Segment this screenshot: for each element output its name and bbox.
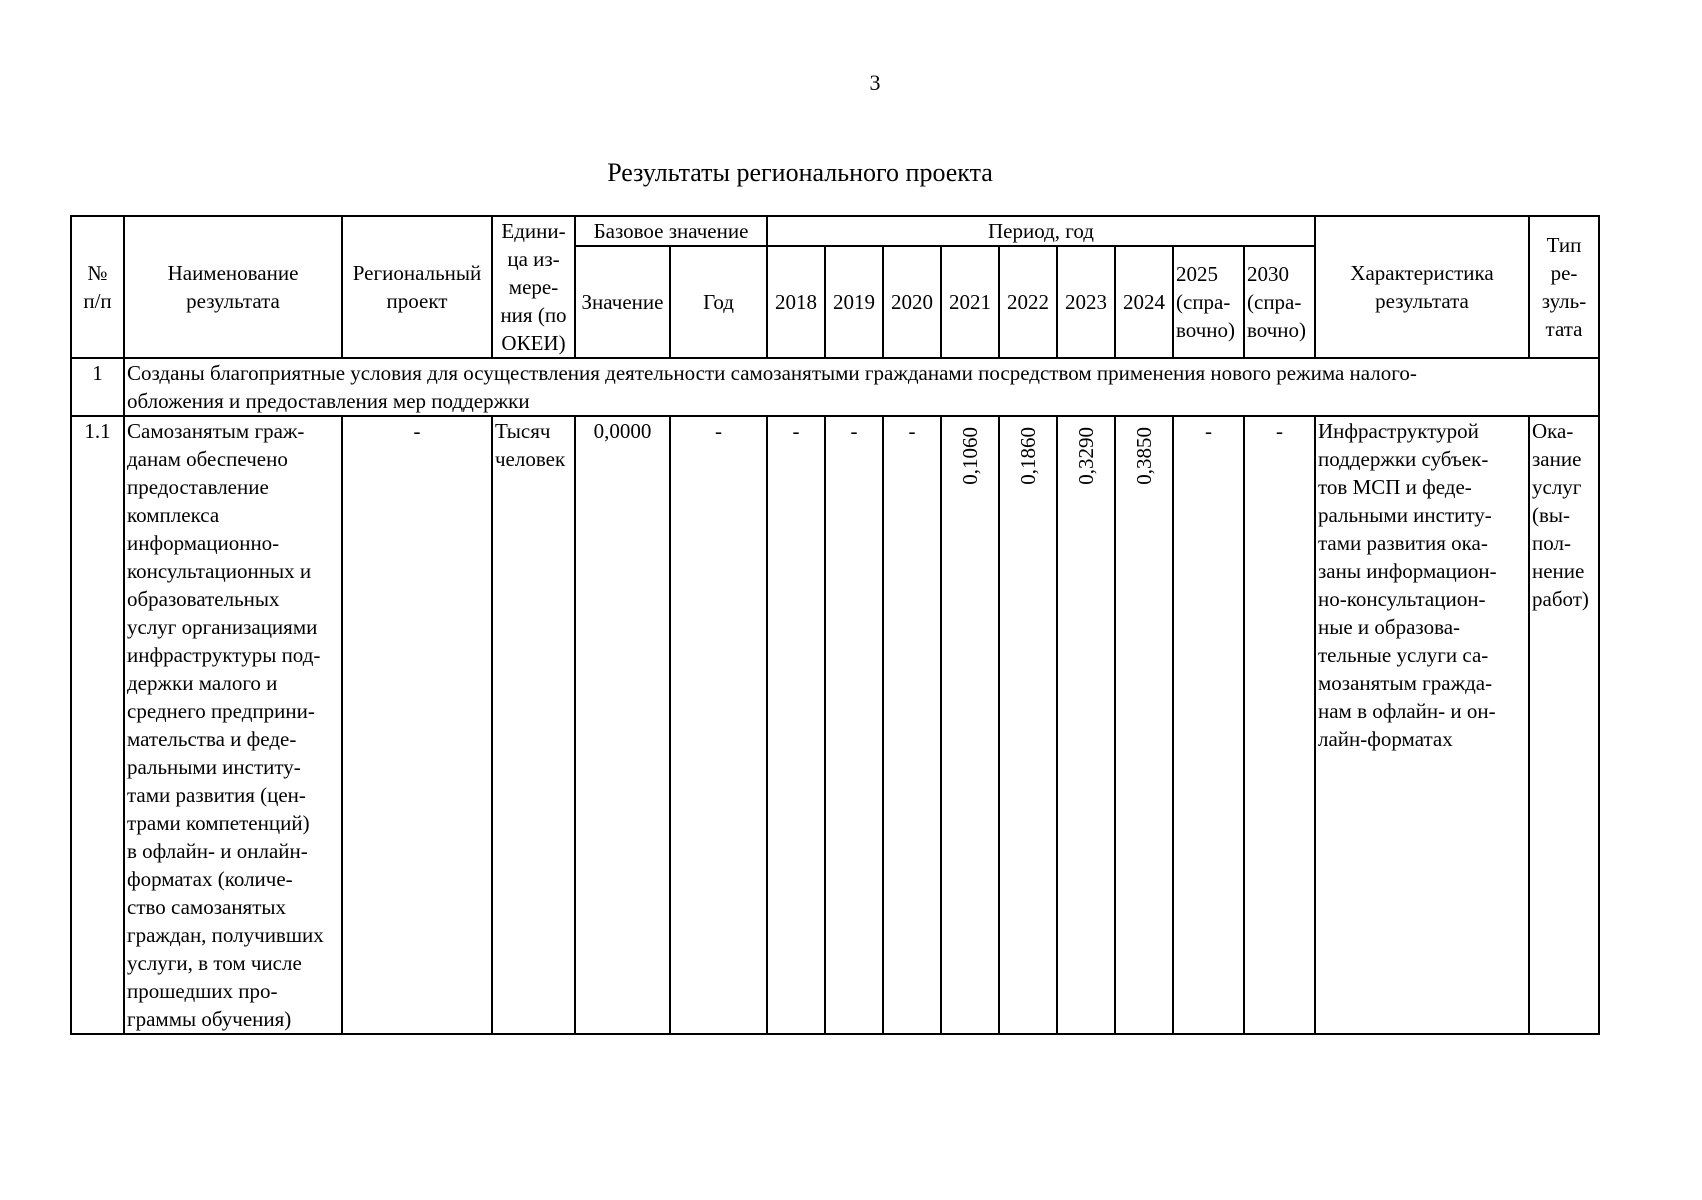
header-period: Период, год	[767, 216, 1315, 246]
header-type: Тип ре- зуль- тата	[1529, 216, 1599, 358]
header-2023: 2023	[1057, 246, 1115, 358]
header-2019: 2019	[825, 246, 883, 358]
value-2023: 0,3290	[1074, 427, 1098, 485]
row-2025: -	[1173, 416, 1244, 1034]
value-2022: 0,1860	[1016, 427, 1040, 485]
header-project: Региональный проект	[342, 216, 492, 358]
header-characteristic: Характеристика результата	[1315, 216, 1529, 358]
header-base: Базовое значение	[575, 216, 767, 246]
header-year: Год	[670, 246, 767, 358]
header-value: Значение	[575, 246, 670, 358]
header-2025: 2025 (спра- вочно)	[1173, 246, 1244, 358]
row-2018: -	[767, 416, 825, 1034]
row-2030: -	[1244, 416, 1315, 1034]
header-2022: 2022	[999, 246, 1057, 358]
results-table	[70, 215, 1600, 1035]
value-2021: 0,1060	[958, 427, 982, 485]
header-name: Наименование результата	[124, 216, 342, 358]
row-base-year: -	[670, 416, 767, 1034]
page-number: 3	[869, 70, 881, 95]
header-2024: 2024	[1115, 246, 1173, 358]
row-base-value: 0,0000	[575, 416, 670, 1034]
header-2021: 2021	[941, 246, 999, 358]
header-num: № п/п	[71, 216, 124, 358]
header-2020: 2020	[883, 246, 941, 358]
table-row	[71, 416, 1599, 1034]
row-characteristic: Инфраструктурой поддержки субъек- тов МСП и феде- ральными институ- тами развития ока- заны информацион- но-консультацион- ные и образова- тельные услуги са- мозанятым гражда- нам в офлайн- и он- лайн-форматах	[1315, 416, 1529, 1034]
row-project: -	[342, 416, 492, 1034]
value-2024: 0,3850	[1132, 427, 1156, 485]
section-num: 1	[71, 358, 124, 416]
header-unit: Едини- ца из- мере- ния (по ОКЕИ)	[492, 216, 575, 358]
row-2024	[1115, 416, 1173, 1034]
row-2020: -	[883, 416, 941, 1034]
header-2018: 2018	[767, 246, 825, 358]
row-2023	[1057, 416, 1115, 1034]
row-2021	[941, 416, 999, 1034]
section-row	[71, 358, 1599, 416]
section-title: Созданы благоприятные условия для осуществления деятельности самозанятыми гражданами посредством применения нового режима налого- обложения и предоставления мер поддержки	[124, 358, 1599, 416]
row-2019: -	[825, 416, 883, 1034]
row-2022	[999, 416, 1057, 1034]
header-2030: 2030 (спра- вочно)	[1244, 246, 1315, 358]
row-name: Самозанятым граж- данам обеспечено предоставление комплекса информационно- консультационных и образовательных услуг организациями инфраструктуры под- держки малого и среднего предприни- мательства и феде- ральными институ- тами развития (цен- трами компетенций) в офлайн- и онлайн- форматах (количе- ство самозанятых граждан, получивших услуги, в том числе прошедших про- граммы обучения)	[124, 416, 342, 1034]
row-unit: Тысяч человек	[492, 416, 575, 1034]
row-num: 1.1	[71, 416, 124, 1034]
row-type: Ока- зание услуг (вы- пол- нение работ)	[1529, 416, 1599, 1034]
document-title: Результаты регионального проекта	[607, 158, 993, 187]
